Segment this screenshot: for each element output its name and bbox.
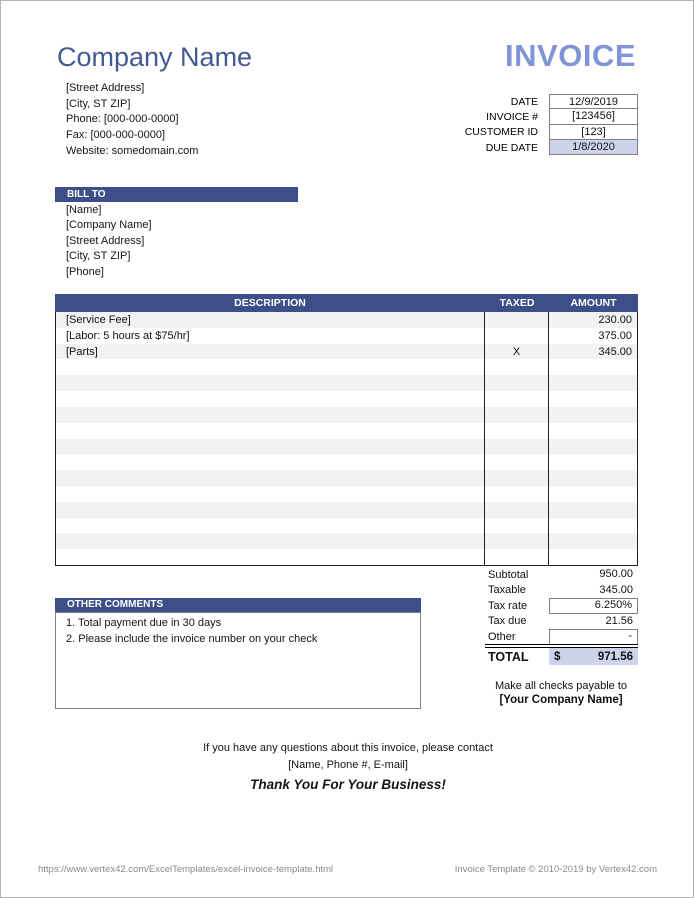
item-description-cell[interactable]: [56, 407, 484, 423]
item-amount-cell[interactable]: [548, 391, 637, 407]
copyright-text: Invoice Template © 2010-2019 by Vertex42.com: [454, 864, 657, 875]
item-taxed-cell[interactable]: [484, 439, 548, 455]
totals-label: Subtotal: [488, 568, 529, 581]
company-address-line: Phone: [000-000-0000]: [66, 113, 179, 126]
item-description-cell[interactable]: [56, 502, 484, 518]
totals-row: [485, 567, 638, 583]
checks-payable-block: [441, 680, 681, 706]
table-row: [56, 312, 637, 328]
table-row: [56, 470, 637, 486]
company-address-line: Website: somedomain.com: [66, 144, 199, 157]
comment-line: 1. Total payment due in 30 days: [66, 617, 222, 629]
bill-to-line: [Phone]: [66, 265, 104, 278]
item-amount-cell[interactable]: [548, 423, 637, 439]
item-taxed-cell[interactable]: [484, 391, 548, 407]
bill-to-line: [City, ST ZIP]: [66, 250, 131, 263]
item-taxed-cell[interactable]: [484, 518, 548, 534]
item-amount-cell[interactable]: [548, 375, 637, 391]
table-row: [56, 375, 637, 391]
item-taxed-cell[interactable]: [484, 486, 548, 502]
item-amount-cell[interactable]: 375.00: [548, 328, 637, 344]
table-row: [56, 344, 637, 360]
invoice-meta-row: [401, 109, 638, 124]
totals-label: Tax due: [488, 615, 527, 628]
item-taxed-cell[interactable]: [484, 502, 548, 518]
totals-label: Taxable: [488, 584, 526, 597]
total-row: [485, 648, 638, 665]
total-amount: 971.56: [597, 650, 633, 663]
column-header-taxed: TAXED: [499, 297, 535, 309]
company-address-block: [66, 81, 198, 160]
contact-line: If you have any questions about this invoice, please contact: [203, 742, 493, 754]
item-taxed-cell[interactable]: [484, 423, 548, 439]
item-description-cell[interactable]: [56, 518, 484, 534]
item-description-cell[interactable]: [56, 470, 484, 486]
table-row: [56, 549, 637, 565]
totals-label: Tax rate: [488, 599, 528, 612]
bill-to-line: [Name]: [66, 204, 102, 216]
item-amount-cell[interactable]: [548, 518, 637, 534]
totals-value-cell: 345.00: [549, 583, 638, 599]
item-amount-cell[interactable]: [548, 470, 637, 486]
bill-to-line: [Street Address]: [66, 234, 145, 247]
item-taxed-cell[interactable]: [484, 533, 548, 549]
totals-value-cell: 950.00: [549, 567, 638, 583]
item-amount-cell[interactable]: [548, 549, 637, 565]
item-amount-cell[interactable]: [548, 486, 637, 502]
item-taxed-cell[interactable]: X: [484, 344, 548, 360]
invoice-meta-row: [401, 94, 638, 109]
items-table-body: [55, 312, 638, 566]
table-row: [56, 486, 637, 502]
closing-block: [1, 742, 694, 792]
totals-row: [485, 629, 638, 645]
item-description-cell[interactable]: [Service Fee]: [66, 313, 131, 326]
table-row: [56, 502, 637, 518]
table-row: [56, 407, 637, 423]
checks-payable-text: Make all checks payable to: [494, 680, 628, 692]
items-table: [55, 294, 638, 566]
total-value-cell: [549, 648, 638, 665]
invoice-meta-row: [401, 140, 638, 155]
table-row: [56, 454, 637, 470]
item-description-cell[interactable]: [56, 454, 484, 470]
items-table-header: [55, 294, 638, 312]
template-url-link[interactable]: https://www.vertex42.com/ExcelTemplates/excel-invoice-template.html: [38, 864, 334, 875]
contact-details: [Name, Phone #, E-mail]: [288, 759, 408, 771]
totals-label: Other: [488, 630, 516, 643]
table-row: [56, 391, 637, 407]
invoice-meta-row: [401, 125, 638, 140]
field-value-cell[interactable]: [123]: [549, 124, 638, 140]
invoice-title: INVOICE: [505, 38, 636, 73]
item-description-cell[interactable]: [56, 391, 484, 407]
field-label: DATE: [510, 95, 538, 108]
company-address-line: Fax: [000-000-0000]: [66, 129, 166, 142]
field-value-cell[interactable]: [123456]: [549, 108, 638, 124]
item-amount-cell[interactable]: [548, 502, 637, 518]
item-description-cell[interactable]: [56, 423, 484, 439]
item-amount-cell[interactable]: [548, 407, 637, 423]
totals-value-cell[interactable]: 6.250%: [549, 598, 638, 614]
item-taxed-cell[interactable]: [484, 312, 548, 328]
item-description-cell[interactable]: [56, 486, 484, 502]
column-header-description: DESCRIPTION: [234, 297, 306, 309]
item-description-cell[interactable]: [56, 439, 484, 455]
totals-value-cell: 21.56: [549, 614, 638, 630]
totals-section: [485, 567, 638, 645]
item-amount-cell[interactable]: [548, 533, 637, 549]
item-amount-cell[interactable]: 230.00: [548, 312, 637, 328]
item-taxed-cell[interactable]: [484, 375, 548, 391]
totals-row: [485, 614, 638, 630]
totals-row: [485, 583, 638, 599]
item-amount-cell[interactable]: 345.00: [548, 344, 637, 360]
bill-to-line: [Company Name]: [66, 219, 152, 232]
item-taxed-cell[interactable]: [484, 407, 548, 423]
bill-to-block: [66, 203, 152, 280]
totals-row: [485, 598, 638, 614]
column-header-amount: AMOUNT: [570, 297, 617, 309]
item-taxed-cell[interactable]: [484, 470, 548, 486]
item-description-cell[interactable]: [56, 533, 484, 549]
total-label: TOTAL: [488, 649, 529, 664]
item-description-cell[interactable]: [56, 375, 484, 391]
comment-line: 2. Please include the invoice number on your check: [66, 632, 318, 645]
item-taxed-cell[interactable]: [484, 454, 548, 470]
table-row: [56, 328, 637, 344]
item-amount-cell[interactable]: [548, 454, 637, 470]
checks-payable-company: [Your Company Name]: [499, 694, 623, 706]
company-name: Company Name: [57, 42, 253, 72]
bill-to-header: BILL TO: [55, 187, 298, 202]
item-taxed-cell[interactable]: [484, 549, 548, 565]
table-row: [56, 439, 637, 455]
table-row: [56, 359, 637, 375]
item-description-cell[interactable]: [56, 359, 484, 375]
currency-symbol: $: [554, 650, 561, 663]
other-comments-header: OTHER COMMENTS: [55, 598, 421, 612]
totals-value-cell[interactable]: -: [549, 629, 638, 645]
field-label: DUE DATE: [485, 141, 538, 154]
table-row: [56, 518, 637, 534]
company-address-line: [City, ST ZIP]: [66, 97, 131, 110]
item-taxed-cell[interactable]: [484, 359, 548, 375]
item-amount-cell[interactable]: [548, 359, 637, 375]
field-value-cell[interactable]: 1/8/2020: [549, 139, 638, 155]
field-label: CUSTOMER ID: [464, 126, 538, 139]
invoice-meta-fields: [401, 94, 638, 155]
item-amount-cell[interactable]: [548, 439, 637, 455]
item-description-cell[interactable]: [Parts]: [66, 345, 98, 358]
item-description-cell[interactable]: [56, 549, 484, 565]
item-taxed-cell[interactable]: [484, 328, 548, 344]
company-address-line: [Street Address]: [66, 82, 145, 94]
table-row: [56, 423, 637, 439]
other-comments-box[interactable]: [55, 612, 421, 709]
table-row: [56, 533, 637, 549]
field-label: INVOICE #: [486, 110, 538, 123]
thank-you-message: Thank You For Your Business!: [250, 777, 446, 792]
item-description-cell[interactable]: [Labor: 5 hours at $75/hr]: [66, 329, 190, 342]
field-value-cell[interactable]: 12/9/2019: [549, 94, 638, 109]
